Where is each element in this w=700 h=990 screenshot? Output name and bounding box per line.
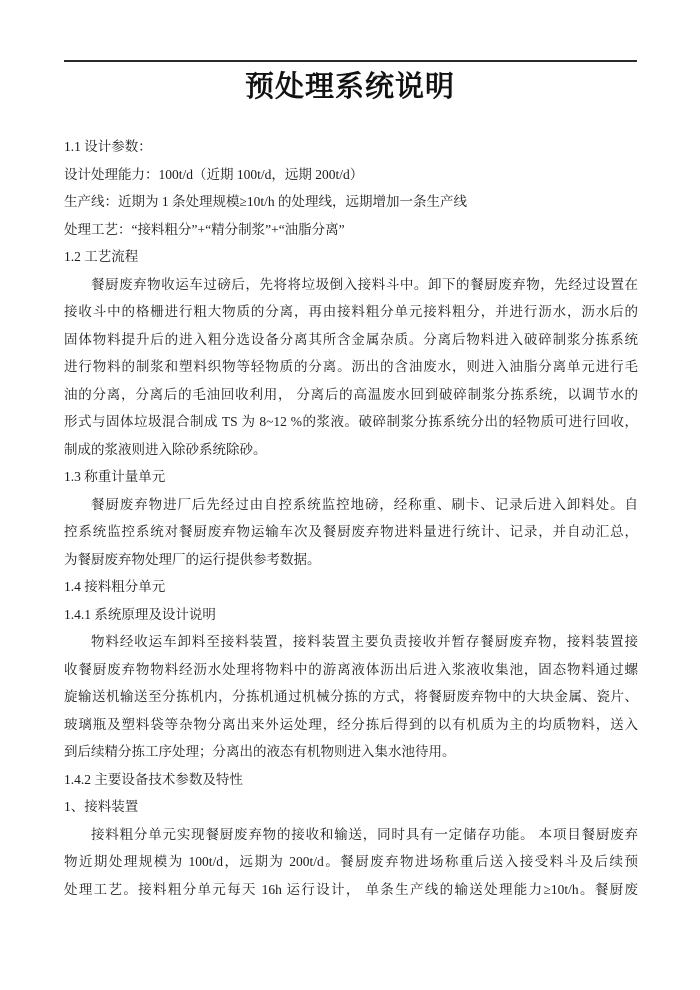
paragraph-line: 旋输送机输送至分拣机内，分拣机通过机械分拣的方式，将餐厨废弃物中的大块金属、瓷片、 bbox=[64, 689, 638, 704]
paragraph-line: 餐厨废弃物进厂后先经过由自控系统监控地磅，经称重、刷卡、记录后进入卸料处。自 bbox=[91, 496, 638, 512]
paragraph-line: 餐厨废弃物收运车过磅后，先将将垃圾倒入接料斗中。卸下的餐厨废弃物，先经过设置在 bbox=[91, 276, 638, 292]
paragraph-line: 收餐厨废弃物物料经沥水处理将物料中的游离液体沥出后进入浆液收集池，固态物料通过螺 bbox=[64, 661, 638, 677]
heading-1-2: 1.2 工艺流程 bbox=[64, 249, 139, 264]
paragraph-line: 油的分离，分离后的毛油回收利用， 分离后的高温废水回到破碎制浆分拣系统，以调节水的 bbox=[64, 386, 638, 402]
paragraph-line: 固体物料提升后的进入粗分选设备分离其所含金属杂质。分离后物料进入破碎制浆分拣系统 bbox=[64, 331, 638, 347]
paragraph-line: 玻璃瓶及塑料袋等杂物分离出来外运处理，经分拣后得到的以有机质为主的均质物料，送入 bbox=[64, 716, 638, 732]
paragraph-line: 为餐厨废弃物处理厂的运行提供参考数据。 bbox=[64, 551, 321, 567]
paragraph-line: 接收斗中的格栅进行粗大物质的分离，再由接料粗分单元接料粗分，并进行沥水，沥水后的 bbox=[64, 304, 638, 319]
param-line-capacity: 设计处理能力：100t/d（近期 100t/d，远期 200t/d） bbox=[64, 166, 364, 182]
paragraph-line: 形式与固体垃圾混合制成 TS 为 8~12 %的浆液。破碎制浆分拣系统分出的轻物质可进行回收， bbox=[64, 414, 638, 429]
heading-1-3: 1.3 称重计量单元 bbox=[64, 469, 166, 484]
paragraph-line: 物料经收运车卸料至接料装置，接料装置主要负责接收并暂存餐厨废弃物，接料装置接 bbox=[91, 634, 638, 649]
heading-1-4: 1.4 接料粗分单元 bbox=[64, 579, 166, 594]
paragraph-line: 控系统监控系统对餐厨废弃物运输车次及餐厨废弃物进料量进行统计、记录，并自动汇总， bbox=[64, 524, 638, 539]
paragraph-line: 物近期处理规模为 100t/d，远期为 200t/d。餐厨废弃物进场称重后送入接受料斗及后续预 bbox=[64, 854, 638, 869]
document-body bbox=[64, 133, 638, 903]
param-line-production-line: 生产线：近期为 1 条处理规模≥10t/h 的处理线，远期增加一条生产线 bbox=[64, 194, 468, 209]
paragraph-line: 制成的浆液则进入除砂系统除砂。 bbox=[64, 441, 267, 457]
heading-1-1: 1.1 设计参数： bbox=[64, 139, 152, 154]
paragraph-line: 到后续精分拣工序处理；分离出的液态有机物则进入集水池待用。 bbox=[64, 744, 456, 759]
heading-1-4-1: 1.4.1 系统原理及设计说明 bbox=[64, 606, 216, 622]
list-item-heading-receiving-device: 1、接料装置 bbox=[64, 799, 139, 814]
title-divider-line bbox=[64, 60, 637, 62]
param-line-process: 处理工艺：“接料粗分”+“精分制浆”+“油脂分离” bbox=[64, 221, 345, 237]
heading-1-4-2: 1.4.2 主要设备技术参数及特性 bbox=[64, 771, 243, 787]
paragraph-line: 进行物料的制浆和塑料织物等轻物质的分离。沥出的含油废水，则进入油脂分离单元进行毛 bbox=[64, 359, 638, 374]
paragraph-line: 接料粗分单元实现餐厨废弃物的接收和输送，同时具有一定储存功能。 本项目餐厨废弃 bbox=[91, 826, 638, 842]
paragraph-line: 处理工艺。接料粗分单元每天 16h 运行设计， 单条生产线的输送处理能力≥10t/h。餐厨废 bbox=[64, 881, 638, 897]
document-title: 预处理系统说明 bbox=[244, 71, 455, 103]
